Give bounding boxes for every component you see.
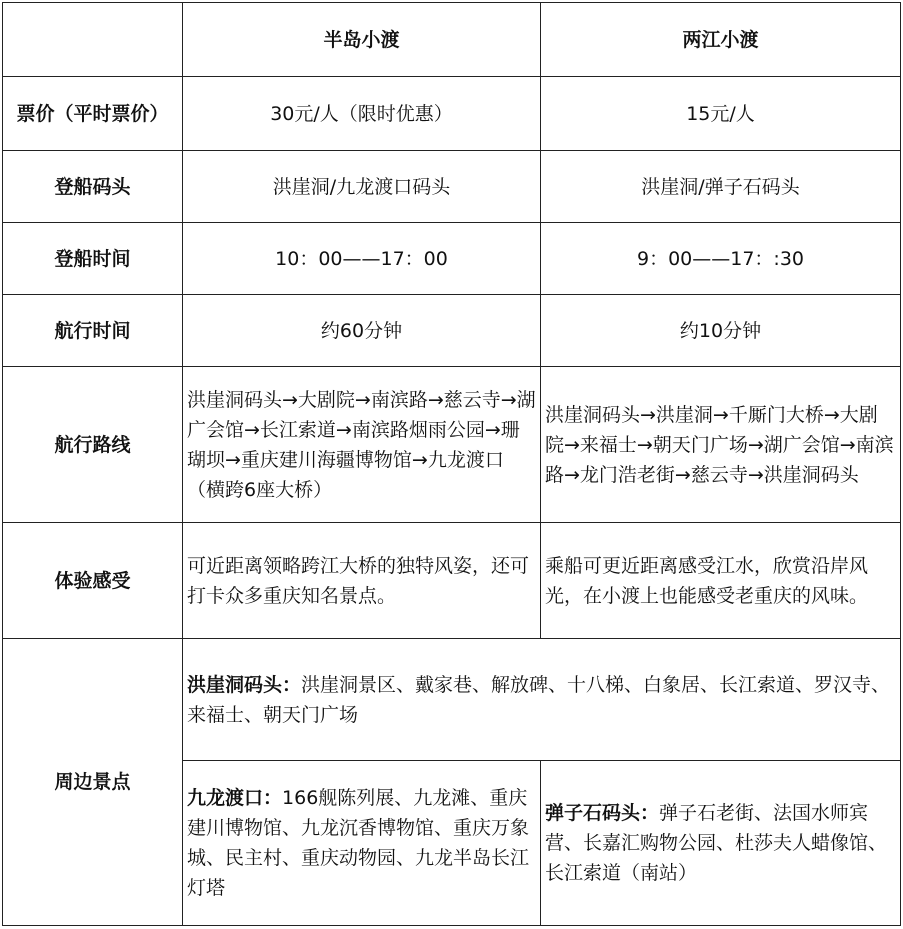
route-peninsula: 洪崖洞码头→大剧院→南滨路→慈云寺→湖广会馆→长江索道→南滨路烟雨公园→珊瑚坝→重庆建川海疆博物馆→九龙渡口（横跨6座大桥）	[183, 367, 541, 523]
dock-label: 登船码头	[3, 151, 183, 223]
dock-peninsula: 洪崖洞/九龙渡口码头	[183, 151, 541, 223]
boarding-time-label: 登船时间	[3, 223, 183, 295]
nearby-jiulong	[183, 761, 541, 926]
corner-cell	[3, 3, 183, 77]
row-duration	[3, 295, 901, 367]
header-two-rivers-ferry: 两江小渡	[541, 3, 901, 77]
row-route	[3, 367, 901, 523]
row-price	[3, 77, 901, 151]
nearby-hongyadong-title: 洪崖洞码头：	[187, 673, 302, 696]
route-label: 航行路线	[3, 367, 183, 523]
experience-two-rivers: 乘船可更近距离感受江水，欣赏沿岸风光，在小渡上也能感受老重庆的风味。	[541, 523, 901, 639]
row-nearby-shared	[3, 639, 901, 761]
header-row	[3, 3, 901, 77]
duration-label: 航行时间	[3, 295, 183, 367]
row-boarding-time	[3, 223, 901, 295]
nearby-danzishi-title: 弹子石码头：	[545, 802, 660, 824]
row-dock	[3, 151, 901, 223]
boarding-time-peninsula: 10：00——17：00	[183, 223, 541, 295]
duration-two-rivers: 约10分钟	[541, 295, 901, 367]
price-peninsula: 30元/人（限时优惠）	[183, 77, 541, 151]
comparison-table	[2, 2, 901, 926]
experience-label: 体验感受	[3, 523, 183, 639]
header-peninsula-ferry: 半岛小渡	[183, 3, 541, 77]
route-two-rivers: 洪崖洞码头→洪崖洞→千厮门大桥→大剧院→来福士→朝天门广场→湖广会馆→南滨路→龙门浩老街→慈云寺→洪崖洞码头	[541, 367, 901, 523]
nearby-hongyadong-text: 洪崖洞景区、戴家巷、解放碑、十八梯、白象居、长江索道、罗汉寺、来福士、朝天门广场	[187, 673, 891, 726]
row-experience	[3, 523, 901, 639]
boarding-time-two-rivers: 9：00——17：:30	[541, 223, 901, 295]
dock-two-rivers: 洪崖洞/弹子石码头	[541, 151, 901, 223]
nearby-label: 周边景点	[3, 639, 183, 926]
nearby-danzishi	[541, 761, 901, 926]
duration-peninsula: 约60分钟	[183, 295, 541, 367]
price-label: 票价（平时票价）	[3, 77, 183, 151]
experience-peninsula: 可近距离领略跨江大桥的独特风姿，还可打卡众多重庆知名景点。	[183, 523, 541, 639]
nearby-danzishi-text: 弹子石老街、法国水师宾营、长嘉汇购物公园、杜莎夫人蜡像馆、长江索道（南站）	[545, 802, 888, 884]
nearby-jiulong-text: 166舰陈列展、九龙滩、重庆建川博物馆、九龙沉香博物馆、重庆万象城、民主村、重庆动物园、九龙半岛长江灯塔	[187, 787, 530, 899]
nearby-hongyadong	[183, 639, 901, 761]
price-two-rivers: 15元/人	[541, 77, 901, 151]
nearby-jiulong-title: 九龙渡口：	[187, 787, 283, 809]
